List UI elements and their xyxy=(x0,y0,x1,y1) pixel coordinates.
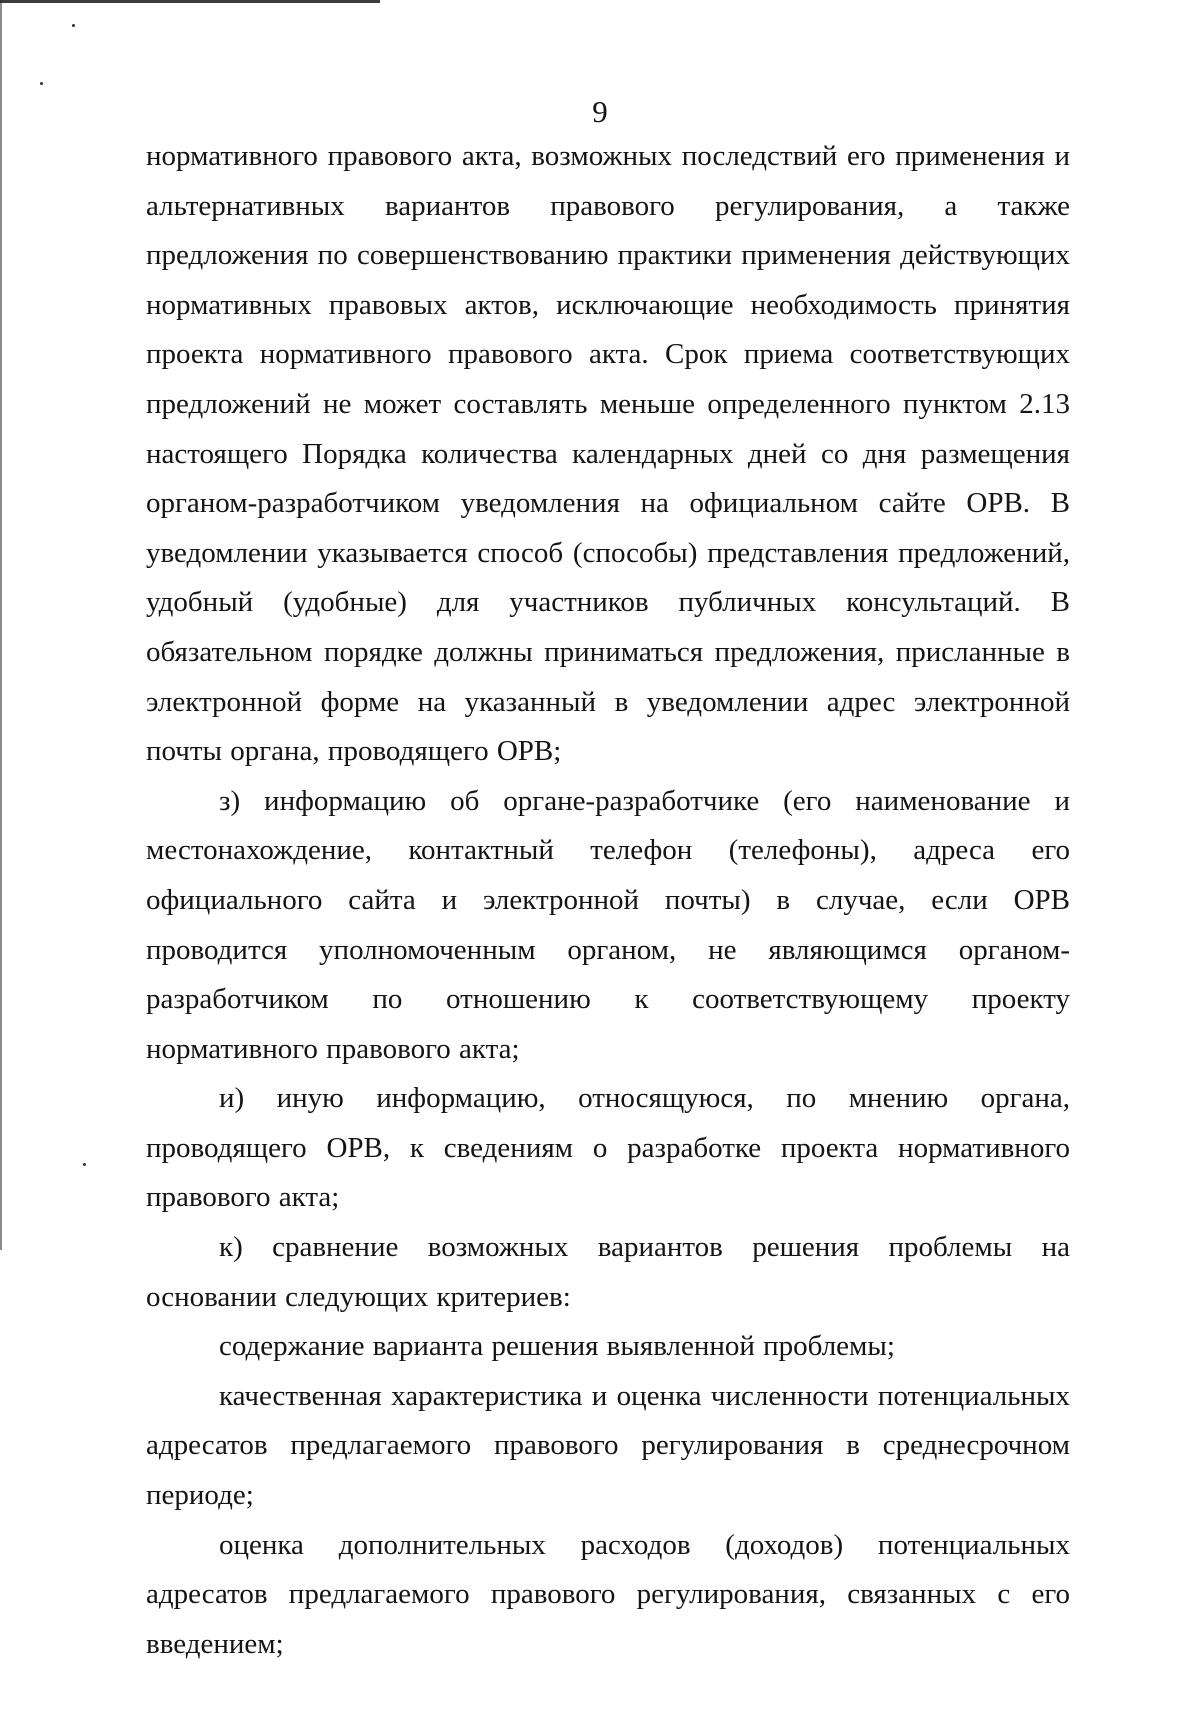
criterion-paragraph: качественная характеристика и оценка численности потенциальных адресатов предлагаемого правового регулирования в среднесрочном периоде; xyxy=(146,1379,1070,1512)
page-number: 9 xyxy=(592,94,608,129)
scan-speck xyxy=(72,24,75,27)
paragraph-item-k: к) сравнение возможных вариантов решения проблемы на основании следующих критериев: xyxy=(146,1231,1070,1313)
document-body xyxy=(146,132,1070,1669)
scan-speck xyxy=(83,1163,86,1166)
criterion-paragraph: содержание варианта решения выявленной проблемы; xyxy=(219,1330,895,1363)
criterion-paragraph: оценка дополнительных расходов (доходов) потенциальных адресатов предлагаемого правового регулирования, связанных с его введением; xyxy=(146,1528,1070,1660)
scan-edge-top xyxy=(0,0,380,3)
scan-speck xyxy=(40,82,43,85)
paragraph-continuation: нормативного правового акта, возможных последствий его применения и альтернативных вариантов правового регулирования, а также предложения по совершенствованию практики применения действующих нормативных правовых актов, исключающие необходимость принятия проекта нормативного правового акта. Срок приема соответствующих предложений не может составлять меньше определенного пунктом 2.13 настоящего Порядка количества календарных дней со дня размещения органом-разработчиком уведомления на официальном сайте ОРВ. В уведомлении указывается способ (способы) представления предложений, удобный (удобные) для участников публичных консультаций. В обязательном порядке должны приниматься предложения, присланные в электронной форме на указанный в уведомлении адрес электронной почты органа, проводящего ОРВ; xyxy=(146,140,1070,768)
scan-edge-left xyxy=(0,0,2,1250)
paragraph-item-z: з) информацию об органе-разработчике (его наименование и местонахождение, контактный телефон (телефоны), адреса его официального сайта и электронной почты) в случае, если ОРВ проводится уполномоченным органом, не являющимся органом-разработчиком по отношению к соответствующему проекту нормативного правового акта; xyxy=(146,784,1070,1065)
paragraph-item-i: и) иную информацию, относящуюся, по мнению органа, проводящего ОРВ, к сведениям о разработке проекта нормативного правового акта; xyxy=(146,1082,1070,1214)
